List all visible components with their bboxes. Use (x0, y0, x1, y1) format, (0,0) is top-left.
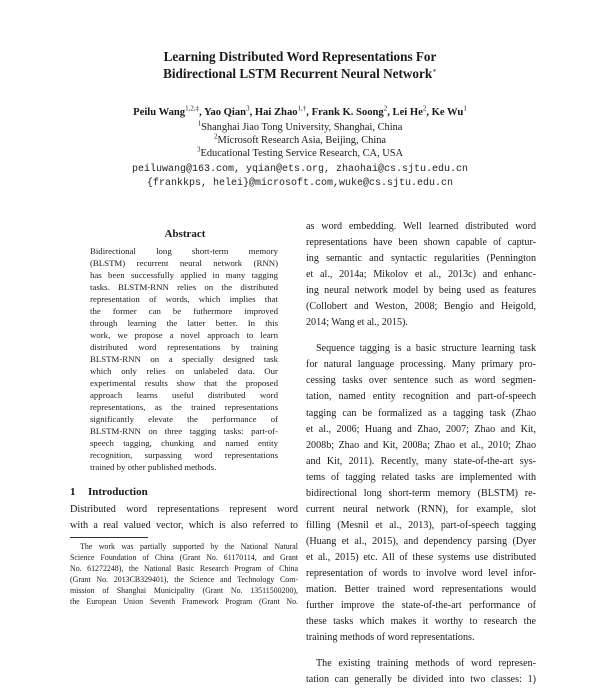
author-list: Peilu Wang$^{1,2,\ddagger}$, Yao Qian$^3$, Hai Zhao$^{1,\dagger}$, Frank K. Soong$^2$, Lei He$^2$, Ke Wu$^1$ (133, 104, 467, 118)
abstract-line: (BLSTM) recurrent neural network (RNN) (90, 258, 278, 268)
right-column-line: et al., 2014a; Mikolov et al., 2013c) and enhanc- (306, 269, 536, 281)
paragraph-gap (306, 646, 536, 656)
right-column-line: further improve the state-of-the-art performance of (306, 600, 536, 612)
right-column-line: Sequence tagging is a basic structure learning task (316, 343, 536, 355)
right-column-line: tation can generally be divided into two classes: 1) (306, 674, 536, 686)
title-footnote-mark: ∗ (432, 66, 437, 75)
footnote-line: The work was partially supported by the National Natural (80, 542, 298, 551)
abstract-line: speech tagging, chunking and named entity (90, 438, 278, 448)
introduction-line: with a real valued vector, which is also referred to (70, 520, 298, 531)
author-name: Yao Qian (203, 107, 247, 118)
affiliation-text: Shanghai Jiao Tong University, Shanghai, China (201, 122, 403, 133)
right-column-line: tems of tagging related tasks are implemented with (306, 471, 536, 483)
right-column-line: (Collobert and Weston, 2008; Bengio and Heigold, (306, 301, 536, 313)
right-column (306, 219, 536, 688)
right-column-line: for natural language processing. Many primary pro- (306, 359, 536, 371)
abstract-line: through learning the latter better. In this (90, 318, 278, 328)
abstract-line: work, we propose a novel approach to learn (90, 330, 278, 340)
right-column-line: tagging can be formalized as a tagging task (Zhao (306, 407, 536, 419)
title-line-2-text: Bidirectional LSTM Recurrent Neural Network (163, 66, 433, 81)
section-title: Introduction (88, 486, 148, 498)
footnote-line: mission of Shanghai Municipality (Grant No. 13511500200), (70, 586, 298, 595)
author-affiliation-mark: 2 (422, 104, 427, 113)
abstract-line: BLSTM-RNN on a specially designed task (90, 354, 278, 364)
right-column-line: 2014; Wang et al., 2015). (306, 317, 408, 329)
right-column-line: mation. Better trained word representations would (306, 584, 536, 596)
footnote-line: the European Union Seventh Framework Program (Grant No. (70, 597, 298, 606)
right-column-line: as word embedding. Well learned distributed word (306, 221, 536, 232)
author-affiliation-mark: 1,† (297, 104, 307, 113)
abstract-line: recognition, surpassing word representations (90, 450, 278, 460)
section-number: 1 (70, 486, 76, 498)
abstract-line: tasks. BLSTM-RNN relies on the distributed (90, 282, 278, 292)
right-column-line: representation of words to involve word level infor- (306, 567, 536, 579)
affiliation-2 (0, 134, 600, 147)
paper-title (0, 48, 600, 82)
right-column-line: current neural network (RNN), for example, slot (306, 503, 536, 515)
footnote-line: No. 61272248), the National Basic Research Program of China (70, 564, 298, 573)
right-column-line: these tasks which makes it worthy to research the (306, 616, 536, 628)
abstract-body (90, 245, 278, 473)
abstract-line: distributed word representations by training (90, 342, 278, 352)
abstract-line: trained by other published methods. (90, 462, 217, 472)
affiliation-3 (0, 147, 600, 160)
footnote (70, 541, 298, 607)
right-column-line: training methods of word representations. (306, 632, 475, 644)
author-affiliation-mark: 1 (463, 104, 467, 113)
affiliation-mark: 1 (197, 119, 202, 128)
author-name: Peilu Wang (133, 107, 186, 118)
right-column-line: The existing training methods of word represen- (316, 658, 536, 670)
right-column-line: ing semantic and syntactic regularities (Pennington (306, 253, 536, 265)
right-column-line: ing neural network model by being used as features (306, 285, 536, 297)
author-name: Ke Wu (431, 107, 464, 118)
right-column-line: 2008b; Zhao and Kit, 2008a; Zhao et al., 2010; Zhao (306, 439, 536, 451)
email-line-1: peiluwang@163.com, yqian@ets.org, zhaohai@cs.sjtu.edu.cn (131, 164, 469, 175)
right-column-line: et al., 2015) etc. All of these systems use distributed (306, 551, 536, 563)
abstract-line: Bidirectional long short-term memory (90, 246, 278, 256)
introduction-line: Distributed word representations represent word (70, 504, 298, 515)
footnote-rule (70, 537, 148, 538)
abstract-line: approach learns useful distributed word (90, 390, 278, 400)
right-column-line: and Kit, 2011). Recently, many state-of-the-art sys- (306, 455, 536, 467)
abstract-line: has been successfully applied in many tagging (90, 270, 278, 280)
author-affiliation-mark: 3 (246, 104, 250, 113)
right-column-line: representations have been shown capable of captur- (306, 237, 536, 249)
author-affiliation-mark: 1,2,‡ (185, 104, 200, 113)
right-column-line: cessing tasks over sentence such as word segmen- (306, 375, 536, 387)
paragraph-gap (306, 331, 536, 341)
abstract-line: representations, as the trained representations (90, 402, 278, 412)
right-column-line: tation, named entity recognition and part-of-speech (306, 391, 536, 403)
footnote-line: (Grant No. 2013CB329401), the Science and Technology Com- (70, 575, 298, 584)
affiliation-mark: 3 (196, 145, 201, 154)
abstract-line: representation of words, which implies that (90, 294, 278, 304)
right-column-line: (Huang et al., 2015), and dependency parsing (Dyer (306, 535, 536, 547)
introduction-text (70, 502, 298, 534)
right-column-line: filling (Mesnil et al., 2013), part-of-speech tagging (306, 519, 536, 531)
abstract-line: the former can be futhermore improved (90, 306, 278, 316)
author-name: Lei He (392, 107, 423, 118)
right-column-line: et al., 2006; Huang and Zhao, 2007; Zhao and Kit, (306, 423, 536, 435)
author-name: Frank K. Soong (311, 107, 384, 118)
affiliation-text: Microsoft Research Asia, Beijing, China (217, 135, 387, 146)
email-line-2: {frankkps, helei}@microsoft.com,wuke@cs.sjtu.edu.cn (146, 178, 454, 189)
abstract-line: significantly elevate the performance of (90, 414, 278, 424)
author-affiliation-mark: 2 (383, 104, 388, 113)
author-name: Hai Zhao (254, 107, 298, 118)
affiliation-1 (0, 121, 600, 134)
abstract-heading: Abstract (164, 228, 206, 240)
title-line-2 (0, 65, 600, 82)
affiliation-text: Educational Testing Service Research, CA, USA (200, 148, 403, 159)
abstract-line: which only relies on unlabeled data. Our (90, 366, 278, 376)
footnote-line: Science Foundation of China (Grant No. 61170114, and Grant (70, 553, 298, 562)
abstract-line: BLSTM-RNN on three tagging tasks: part-of- (90, 426, 278, 436)
affiliation-mark: 2 (213, 132, 218, 141)
abstract-line: experimental results show that the proposed (90, 378, 278, 388)
right-column-line: bidirectional long short-term memory (BLSTM) re- (306, 487, 536, 499)
title-line-1: Learning Distributed Word Representations For (163, 49, 437, 64)
section-heading-introduction (70, 486, 148, 498)
